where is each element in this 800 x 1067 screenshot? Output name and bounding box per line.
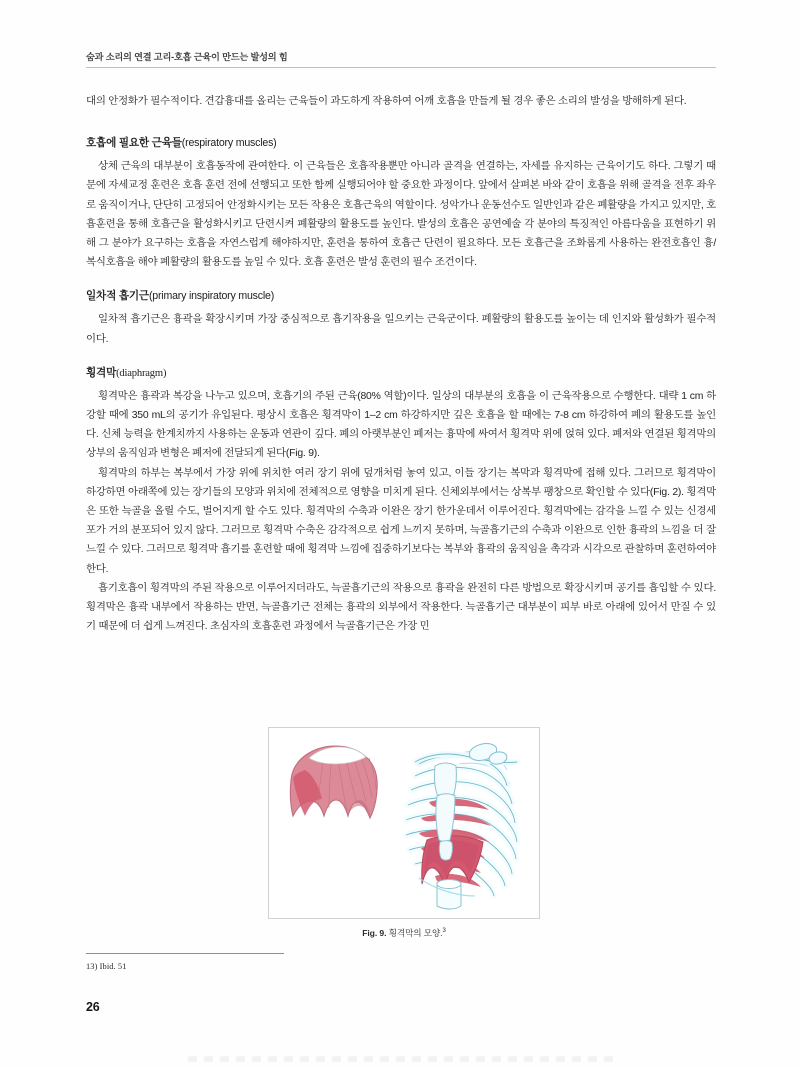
paragraph-respiratory-muscles: 상체 근육의 대부분이 호흡동작에 관여한다. 이 근육들은 호흡작용뿐만 아니라 골격을 연결하는, 자세를 유지하는 근육이기도 하다. 그렇기 때문에 자세교정 훈련은 호흡 훈련 전에 선행되고 또한 함께 실행되어야 할 중요한 과정이다. 앞에서 살펴본 바와 같이 호흡을 위해 골격을 전후 좌우로 움직이거나, 단단히 고정되어 안정화시키는 모든 작용은 호흡근육의 역할이다. 성악가나 운동선수도 일반인과 같은 폐활량을 가지고 있지만, 호흡훈련을 통해 호흡근을 활성화시키고 단련시켜 폐활량의 활용도를 높인다. 발성의 호흡은 공연예술 각 분야의 특징적인 아름다움을 표현하기 위해 그 분야가 요구하는 호흡을 자연스럽게 해야하지만, 훈련을 통하여 호흡근 단련이 필요하다. 모든 호흡근을 조화롭게 사용하는 완전호흡인 흉/복식호흡을 해야 폐활량의 활용도를 높일 수 있다. 호흡 훈련은 발성 훈련의 필수 조건이다. [86,161,716,269]
page-bleed-through [188,1056,618,1062]
figure-9-caption-superscript: 3 [442,928,446,934]
main-text-column [86,92,716,636]
footnote-rule [86,953,284,954]
diaphragm-and-ribcage-illustration [269,728,539,918]
heading-primary-inspiratory-muscle-en: (primary inspiratory muscle) [148,290,275,303]
heading-diaphragm-ko: 횡격막 [86,366,117,379]
paragraph-diaphragm-1: 횡격막은 흉곽과 복강을 나누고 있으며, 호흡기의 주된 근육(80% 역할)이다. 일상의 대부분의 호흡을 이 근육작용으로 수행한다. 대략 1 cm 하강할 때에 350 mL의 공기가 유입된다. 평상시 호흡은 횡격막이 1–2 cm 하강하지만 깊은 호흡을 할 때에는 7-8 cm 하강하여 폐의 활용도를 높인다. 신체 능력을 한계치까지 사용하는 운동과 연관이 깊다. 폐의 아랫부분인 폐저는 흉막에 싸여서 횡격막 위에 얹혀 있다. 폐저와 연결된 횡격막의 상부의 움직임과 변형은 폐저에 전달되게 된다(Fig. 9). [86,390,716,460]
footnote-13: 13) Ibid. 51 [86,962,127,971]
running-head-rule [86,67,716,68]
spacer [86,111,716,135]
heading-diaphragm-en: (diaphragm) [116,367,167,379]
heading-respiratory-muscles [86,135,716,152]
heading-primary-inspiratory-muscle-ko: 일차적 흡기근 [86,290,149,303]
heading-respiratory-muscles-ko: 호흡에 필요한 근육들 [86,137,182,150]
figure-9-label: Fig. 9. [362,927,387,938]
page-number: 26 [86,1000,100,1014]
heading-diaphragm [86,365,716,382]
paragraph-primary-inspiratory-muscle: 일차적 흡기근은 흉곽을 확장시키며 가장 중심적으로 흡기작용을 일으키는 근육군이다. 폐활량의 활용도를 높이는 데 인지와 활성화가 필수적이다. [86,314,716,345]
running-head [86,50,716,68]
paragraph-diaphragm-3: 흡기호흡이 횡격막의 주된 작용으로 이루어지더라도, 늑골흡기근의 작용으로 흉곽을 완전히 다른 방법으로 확장시키며 공기를 흡입할 수 있다. 횡격막은 흉곽 내부에서 작용하는 반면, 늑골흡기근 전체는 흉곽의 외부에서 작용한다. 늑골흡기근 대부분이 피부 바로 아래에 있어서 만질 수 있기 때문에 더 쉽게 느껴진다. 초심자의 호흡훈련 과정에서 늑골흡기근은 가장 민 [86,582,716,633]
running-head-title: 숨과 소리의 연결 고리-호흡 근육이 만드는 발성의 힘 [86,52,288,62]
spacer [86,349,716,365]
figure-9-image [268,727,540,919]
paragraph-continued: 대의 안정화가 필수적이다. 견갑흉대를 올리는 근육들이 과도하게 작용하여 어깨 호흡을 만들게 될 경우 좋은 소리의 발성을 방해하게 된다. [86,96,687,107]
heading-respiratory-muscles-en: (respiratory muscles) [181,137,277,150]
footnote-area [86,953,376,973]
spacer [86,272,716,288]
paragraph-diaphragm-2: 횡격막의 하부는 복부에서 가장 위에 위치한 여러 장기 위에 덮개처럼 놓여 있고, 이들 장기는 복막과 횡격막에 접해 있다. 그러므로 횡격막이 하강하면 아래쪽에 있는 장기들의 모양과 위치에 전체적으로 영향을 미치게 된다. 신체외부에서는 상복부 팽창으로 확인할 수 있다(Fig. 2). 횡격막은 또한 늑골을 올릴 수도, 벌어지게 할 수도 있다. 횡격막의 수축과 이완은 장기 한가운데서 이루어진다. 횡격막에는 감각을 느낄 수 있는 신경세포가 거의 분포되어 있지 않다. 그러므로 횡격막 수축은 감각적으로 쉽게 느끼지 못하며, 늑골흡기근의 수축과 이완으로 인한 흉곽의 느낌을 더 잘 느낄 수 있다. 그러므로 횡격막 흡기를 훈련할 때에 횡격막 느낌에 집중하기보다는 복부와 흉곽의 움직임을 촉각과 시각으로 관찰하며 훈련하여야 한다. [86,467,717,575]
figure-9 [268,727,540,939]
figure-9-caption [268,925,540,939]
heading-primary-inspiratory-muscle [86,288,716,305]
figure-9-caption-text: 횡격막의 모양. [388,927,443,938]
